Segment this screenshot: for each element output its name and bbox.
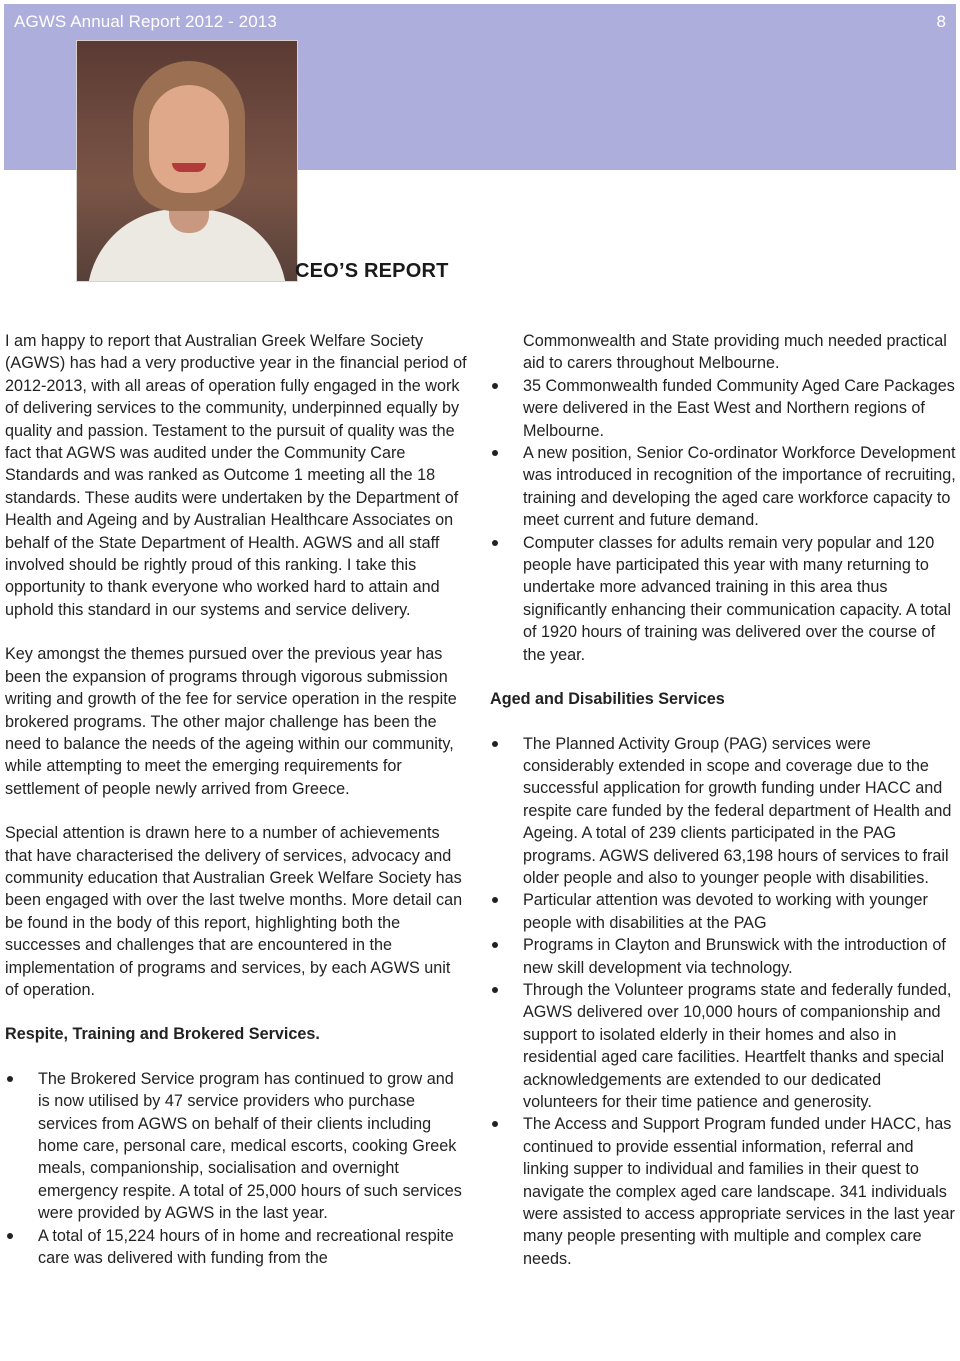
list-item: 35 Commonwealth funded Community Aged Care Packages were delivered in the East West and Northern regions of Melbourne. [490, 375, 956, 442]
portrait-mouth [172, 163, 206, 172]
report-title: AGWS Annual Report 2012 - 2013 [14, 12, 277, 31]
aged-disabilities-bullet-list [490, 733, 956, 1271]
list-item: Commonwealth and State providing much needed practical aid to carers throughout Melbourne. [523, 332, 947, 373]
page-number: 8 [936, 12, 946, 31]
aged-disabilities-heading: Aged and Disabilities Services [490, 690, 725, 709]
list-item: The Planned Activity Group (PAG) services were considerably extended in scope and coverage due to the successful application for growth funding under HACC and respite care funded by the federal department of Health and Ageing. A total of 239 clients participated in the PAG programs. AGWS delivered 63,198 hours of services to frail older people and also to younger people with disabilities. [490, 733, 956, 890]
respite-bullet-list-continued [490, 330, 956, 666]
respite-heading: Respite, Training and Brokered Services. [5, 1025, 320, 1044]
list-item: Programs in Clayton and Brunswick with the introduction of new skill development via technology. [490, 934, 956, 979]
list-item: The Brokered Service program has continued to grow and is now utilised by 47 service providers who purchase services from AGWS on behalf of their clients including home care, personal care, medical escorts, cooking Greek meals, companionship, socialisation and overnight emergency respite. A total of 25,000 hours of such services were provided by AGWS in the last year. [5, 1068, 467, 1225]
section-title: CEO’S REPORT [295, 260, 449, 282]
respite-bullet-list [5, 1068, 467, 1270]
portrait-face [149, 85, 229, 193]
list-item: Through the Volunteer programs state and federally funded, AGWS delivered over 10,000 hours of companionship and support to isolated elderly in their homes and also in residential aged care facilities. Heartfelt thanks and special acknowledgements are extended to our dedicated volunteers for their time patience and generosity. [490, 979, 956, 1113]
ceo-portrait-photo [76, 40, 298, 282]
list-item: A new position, Senior Co-ordinator Workforce Development was introduced in recognition of the importance of recruiting, training and developing the aged care workforce capacity to meet current and future demand. [490, 442, 956, 532]
left-column [5, 330, 467, 1269]
list-item: The Access and Support Program funded under HACC, has continued to provide essential information, referral and linking supper to individual and families in their quest to navigate the complex aged care landscape. 341 individuals were assisted to access appropriate services in the last year many people presenting with multiple and complex care needs. [490, 1113, 956, 1270]
themes-paragraph: Key amongst the themes pursued over the previous year has been the expansion of programs through vigorous submission writing and growth of the fee for service operation in the respite brokered programs. The other major challenge has been the need to balance the needs of the ageing within our community, while attempting to meet the emerging requirements for settlement of people newly arrived from Greece. [5, 645, 457, 798]
intro-paragraph: I am happy to report that Australian Greek Welfare Society (AGWS) has had a very productive year in the financial period of 2012-2013, with all areas of operation fully engaged in the work of delivering services to the community, underpinned equally by quality and passion. Testament to the pursuit of quality was the fact that AGWS was audited under the Community Care Standards and was ranked as Outcome 1 meeting all the 18 standards. These audits were undertaken by the Department of Health and Ageing and by Australian Healthcare Associates on behalf of the State Department of Health. AGWS and all staff involved should be rightly proud of this ranking. I take this opportunity to thank everyone who worked hard to attain and uphold this standard in our systems and service delivery. [5, 332, 467, 619]
achievements-paragraph: Special attention is drawn here to a number of achievements that have characterised the delivery of services, advocacy and community education that Australian Greek Welfare Society has been engaged with over the last twelve months. More detail can be found in the body of this report, highlighting both the successes and challenges that are encountered in the implementation of programs and services, by each AGWS unit of operation. [5, 824, 463, 999]
list-item: Particular attention was devoted to working with younger people with disabilities at the PAG [490, 889, 956, 934]
list-item: Computer classes for adults remain very popular and 120 people have participated this year with many returning to undertake more advanced training in this area thus significantly enhancing their communication capacity. A total of 1920 hours of training was delivered over the course of the year. [490, 532, 956, 666]
right-column [490, 330, 956, 1270]
list-item: A total of 15,224 hours of in home and recreational respite care was delivered with funding from the [5, 1225, 467, 1270]
